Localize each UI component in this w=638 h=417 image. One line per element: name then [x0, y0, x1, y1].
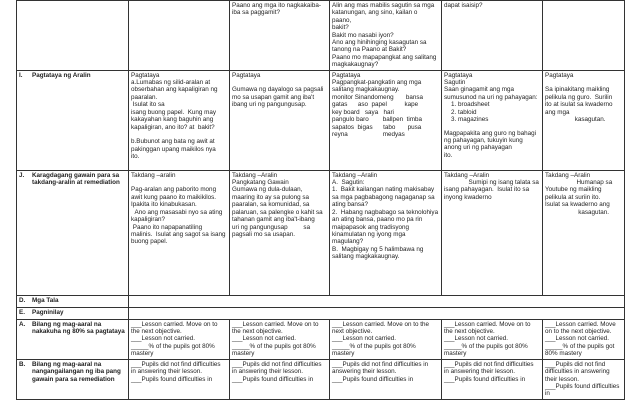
pagtataya-cell-4-after: Magpapakita ang guro ng bahagi ng pahayagan, tukuyin kung anong uri ng pahayagan ito. — [444, 129, 537, 159]
top-cell-3: Alin ang mas mabilis sagutin sa mga katanungan, ang sino, kailan o paano, bakit? Bakit mo nasabi iyon? Ano ang hinihinging kasagutan sa tanong na Paano at Bakit? Paano mo mapapangkat ang salitang magkakaugnay? — [330, 1, 442, 71]
pagtataya-cell-3: Pagtataya Pagpangkat-pangkatin ang mga salitang magkakaugnay. monitor Sinandomeng bansa gatas aso papel kape key board saya hari pangulo baro ballpen timba sapatos bigas tabo pusa reyna medyas — [330, 70, 442, 170]
mastery-cell: ___Lesson carried. Move on to the next objective. ___Lesson not carried. _____% of the pupils got 80% mastery — [129, 319, 230, 359]
mastery-cell: ___Lesson carried. Move on to the next objective. ___Lesson not carried. _____% of the pupils got 80% mastery — [442, 319, 543, 359]
row-prefix: J. — [19, 171, 25, 179]
mastery-cell: ___Lesson carried. Move on to the next objective. ___Lesson not carried. _____% of the pupils got 80% mastery — [230, 319, 330, 359]
row-label-text: Bilang ng mag-aaral na nakakuha ng 80% sa pagtataya — [32, 320, 125, 336]
row-label-text: Mga Tala — [32, 296, 59, 304]
takdang-cell-2: Takdang –Aralin Pangkatang Gawain Gumawa ng dula-dulaan, maaring ito ay sa pulong sa paaralan, sa komunidad, sa palaruan, sa palengke o kahit sa tahanan gamit ang iba't-ibang uri ng pangungusap sa pagsali mo sa usapan. — [230, 170, 330, 295]
row-prefix: A. — [19, 320, 26, 328]
newspaper-types-list — [444, 101, 540, 123]
remediation-cell: ___Pupils did not find difficulties in answering their lesson. ___Pupils found difficulties in — [230, 359, 330, 399]
pagtataya-cell-4-title: Pagtataya Sagutin Saan ginagamit ang mga sumusunod na uri ng pahayagan: — [444, 71, 538, 101]
takdang-cell-4: Takdang –Aralin Sumipi ng isang talata sa isang pahayagan. Isulat ito sa inyong kwaderno — [442, 170, 543, 295]
remediation-cell: ___Pupils did not find difficulties in answering their lesson. ___Pupils found difficulties in — [129, 359, 230, 399]
pagtataya-cell-5: Pagtataya Sa ipinakitang maikling pelikula ng guro. Surilin ito at isulat sa kwaderno ang mga kasagutan. — [543, 70, 625, 170]
row-label-takdang-aralin — [17, 170, 129, 295]
mga-tala-cell — [129, 295, 625, 307]
pagtataya-cell-4 — [442, 70, 543, 170]
pagninilay-cell — [129, 307, 625, 319]
mastery-cell: ___Lesson carried. Move on to the next objective. ___Lesson not carried. _____% of the pupils got 80% mastery — [330, 319, 442, 359]
row-label-remediation — [17, 359, 129, 399]
row-pagninilay — [17, 307, 625, 319]
remediation-cell: ___Pupils did not find difficulties in answering their lesson. ___Pupils found difficulties in — [330, 359, 442, 399]
top-cell-1 — [129, 1, 230, 71]
takdang-cell-1: Takdang –aralin Pag-aralan ang paborito mong awit kung paano ito maikikilos. Ipakita ito kinabukasan. Ano ang masasabi nyo sa ating kapaligiran? Paano ito napapanatiling malinis. Isulat ang sagot sa isang buong papel. — [129, 170, 230, 295]
row-label-text: Karagdagang gawain para sa takdang-aralin at remediation — [32, 171, 120, 187]
row-label-pagninilay — [17, 307, 129, 319]
row-label-text: Pagninilay — [32, 308, 64, 316]
row-80-percent — [17, 319, 625, 359]
pagtataya-cell-2: Pagtataya Gumawa ng dayalogo sa pagsali mo sa usapan gamit ang iba't ibang uri ng pangungusap. — [230, 70, 330, 170]
top-label-cell — [17, 1, 129, 71]
takdang-cell-5: Takdang –Aralin Humanap sa Youtube ng maikling pelikula at suriin ito. Isulat sa kwaderno ang kasagutan. — [543, 170, 625, 295]
pagtataya-cell-1: Pagtataya a.Lumabas ng silid-aralan at obserbahan ang kapaligiran ng paaralan. Isulat ito sa isang buong papel. Kung may kakayahan kang baguhin ang kapaligiran, ano ito? at bakit? b.Bubunot ang bata ng awit at pakinggan upang maikilos nya ito. — [129, 70, 230, 170]
takdang-cell-3: Takdang –Aralin A. Sagutin: 1. Bakit kailangan nating makisabay sa mga pagbabagong nagaganap sa ating bansa? 2. Habang nagbabago sa teknolohiya an ating bansa, paano mo pa rin maipapasok ang tradisyong kinamulatan ng iyong mga magulang? B. Magbigay ng 5 halimbawa ng salitang magkakaugnay. — [330, 170, 442, 295]
row-label-pagtataya — [17, 70, 129, 170]
remediation-cell: ___Pupils did not find difficulties in answering their lesson. ___Pupils found difficulties in — [442, 359, 543, 399]
remediation-cell: ___Pupils did not find difficulties in answering their lesson. ___Pupils found difficulties in — [543, 359, 625, 399]
row-prefix: I. — [19, 71, 23, 79]
top-cell-5 — [543, 1, 625, 71]
lesson-plan-table — [16, 0, 625, 400]
list-item: 2. tabloid — [458, 109, 540, 116]
row-prefix: D. — [19, 296, 26, 304]
list-item: 3. magazines — [458, 116, 540, 123]
top-cell-2: Paano ang mga ito nagkakaiba- iba sa paggamit? — [230, 1, 330, 71]
list-item: 1. broadsheet — [458, 101, 540, 108]
row-label-text: Bilang ng mag-aaral na nangangailangan ng iba pang gawain para sa remediation — [32, 360, 121, 383]
top-cell-4: dapat isaisip? — [442, 1, 543, 71]
row-label-80-percent — [17, 319, 129, 359]
row-mga-tala — [17, 295, 625, 307]
row-pagtataya — [17, 70, 625, 170]
row-label-mga-tala — [17, 295, 129, 307]
row-label-text: Pagtataya ng Aralin — [32, 71, 91, 79]
mastery-cell: ___Lesson carried. Move on to the next objective. ___Lesson not carried. _____% of the pupils got 80% mastery — [543, 319, 625, 359]
row-prefix: E. — [19, 308, 25, 316]
top-row — [17, 1, 625, 71]
row-remediation — [17, 359, 625, 399]
row-prefix: B. — [19, 360, 26, 368]
row-takdang-aralin — [17, 170, 625, 295]
